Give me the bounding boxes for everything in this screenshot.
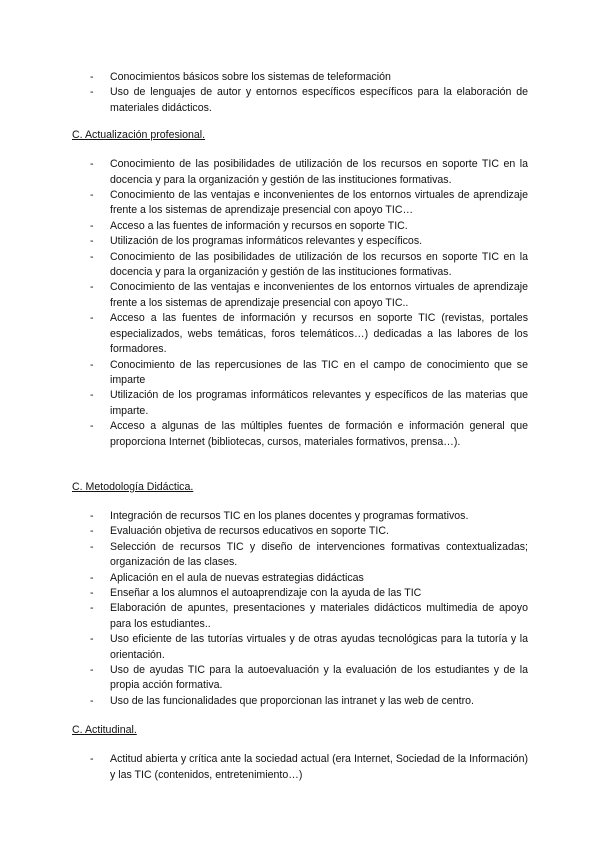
intro-list — [72, 70, 528, 116]
list-item: - Conocimientos básicos sobre los sistemas de teleformación — [72, 70, 528, 85]
actitudinal-list — [72, 752, 528, 783]
list-item: - Integración de recursos TIC en los planes docentes y programas formativos. — [72, 509, 528, 524]
list-item: - Uso de ayudas TIC para la autoevaluación y la evaluación de los estudiantes y de la propia acción formativa. — [72, 663, 528, 694]
list-item: - Aplicación en el aula de nuevas estrategias didácticas — [72, 571, 528, 586]
list-item: - Uso de lenguajes de autor y entornos específicos específicos para la elaboración de materiales didácticos. — [72, 85, 528, 116]
list-item: - Conocimiento de las ventajas e inconvenientes de los entornos virtuales de aprendizaje frente a los sistemas de aprendizaje presencial con apoyo TIC.. — [72, 280, 528, 311]
section-heading-actualizacion: C. Actualización profesional. — [72, 129, 206, 142]
list-item: - Selección de recursos TIC y diseño de intervenciones formativas contextualizadas; organización de las clases. — [72, 540, 528, 571]
list-item: - Elaboración de apuntes, presentaciones y materiales didácticos multimedia de apoyo para los estudiantes.. — [72, 601, 528, 632]
list-item: - Conocimiento de las posibilidades de utilización de los recursos en soporte TIC en la docencia y para la organización y gestión de las instituciones formativas. — [72, 157, 528, 188]
list-item: - Uso eficiente de las tutorías virtuales y de otras ayudas tecnológicas para la tutoría y la orientación. — [72, 632, 528, 663]
section-heading-metodologia: C. Metodología Didáctica. — [72, 480, 194, 493]
list-item: - Acceso a algunas de las múltiples fuentes de formación e información general que proporciona Internet (bibliotecas, cursos, materiales formativos, prensa…). — [72, 419, 528, 450]
list-item: - Conocimiento de las posibilidades de utilización de los recursos en soporte TIC en la docencia y para la organización y gestión de las instituciones formativas. — [72, 250, 528, 281]
list-item: - Actitud abierta y crítica ante la sociedad actual (era Internet, Sociedad de la Información) y las TIC (contenidos, entretenimiento…) — [72, 752, 528, 783]
section-heading-actitudinal: C. Actitudinal. — [72, 724, 137, 737]
list-item: - Acceso a las fuentes de información y recursos en soporte TIC (revistas, portales especializados, webs temáticas, foros telemáticos…) dedicadas a las labores de los formadores. — [72, 311, 528, 357]
list-item: - Conocimiento de las repercusiones de las TIC en el campo de conocimiento que se imparte — [72, 358, 528, 389]
list-item: - Evaluación objetiva de recursos educativos en soporte TIC. — [72, 524, 528, 539]
list-item: - Utilización de los programas informáticos relevantes y específicos de las materias que imparte. — [72, 388, 528, 419]
list-item: - Enseñar a los alumnos el autoaprendizaje con la ayuda de las TIC — [72, 586, 528, 601]
actualizacion-list — [72, 157, 528, 450]
list-item: - Acceso a las fuentes de información y recursos en soporte TIC. — [72, 219, 528, 234]
list-item: - Utilización de los programas informáticos relevantes y específicos. — [72, 234, 528, 249]
list-item: - Uso de las funcionalidades que proporcionan las intranet y las web de centro. — [72, 694, 528, 709]
metodologia-list — [72, 509, 528, 709]
list-item: - Conocimiento de las ventajas e inconvenientes de los entornos virtuales de aprendizaje frente a los sistemas de aprendizaje presencial con apoyo TIC… — [72, 188, 528, 219]
